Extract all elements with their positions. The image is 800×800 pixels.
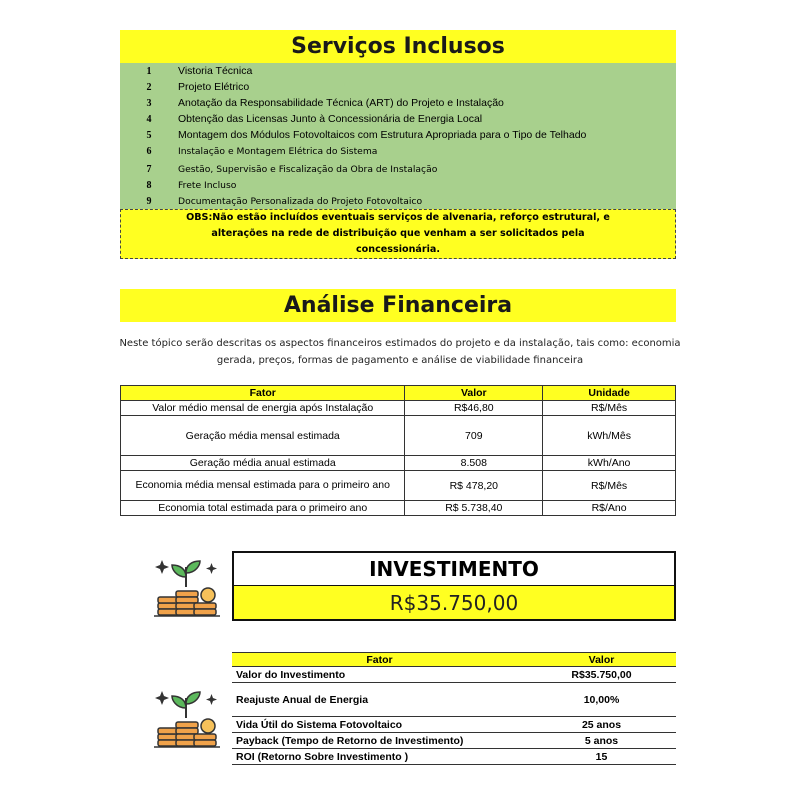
column-header-valor: Valor [527, 653, 676, 667]
item-text: Projeto Elétrico [178, 81, 250, 93]
financial-table [120, 385, 676, 516]
services-list [120, 63, 676, 209]
investment-label: INVESTIMENTO [234, 553, 674, 586]
item-number: 4 [146, 113, 152, 125]
list-item [120, 127, 676, 143]
item-text: Obtenção das Licensas Junto à Concessionária de Energia Local [178, 113, 483, 125]
column-header-valor: Valor [405, 386, 543, 401]
table-row [232, 733, 676, 749]
cell-unidade: kWh/Mês [543, 416, 676, 456]
column-header-unidade: Unidade [543, 386, 676, 401]
investment-box [232, 551, 676, 621]
table-row [232, 749, 676, 765]
money-growth-icon [150, 553, 222, 626]
cell-fator: Reajuste Anual de Energia [232, 683, 527, 717]
cell-fator: Valor do Investimento [232, 667, 527, 683]
table-row [121, 501, 676, 516]
item-number: 1 [146, 65, 152, 77]
cell-valor: 8.508 [405, 456, 543, 471]
list-item [120, 193, 676, 209]
cell-valor: R$ 478,20 [405, 471, 543, 501]
item-text: Gestão, Supervisão e Fiscalização da Obra de Instalação [178, 163, 438, 175]
table-header-row [232, 653, 676, 667]
financial-description: Neste tópico serão descritas os aspectos financeiros estimados do projeto e da instalação, tais como: economia gerada, preços, formas de pagamento e análise de viabilidade financeira [119, 338, 681, 366]
table-row [121, 471, 676, 501]
table-row [232, 667, 676, 683]
item-number: 7 [146, 163, 152, 175]
item-text: Documentação Personalizada do Projeto Fotovoltaico [178, 195, 423, 207]
table-row [121, 456, 676, 471]
item-text: Instalação e Montagem Elétrica do Sistema [178, 145, 378, 157]
list-item [120, 177, 676, 193]
list-item [120, 63, 676, 79]
cell-fator: Geração média mensal estimada [121, 416, 405, 456]
investment-value: R$35.750,00 [234, 586, 674, 619]
list-item [120, 95, 676, 111]
column-header-fator: Fator [121, 386, 405, 401]
cell-valor: 5 anos [527, 733, 676, 749]
cell-valor: 709 [405, 416, 543, 456]
investment-table [232, 652, 676, 765]
item-text: Vistoria Técnica [178, 65, 253, 77]
table-row [121, 416, 676, 456]
cell-unidade: R$/Mês [543, 471, 676, 501]
services-title: Serviços Inclusos [120, 30, 676, 63]
item-number: 8 [146, 179, 152, 191]
cell-valor: R$46,80 [405, 401, 543, 416]
list-item [120, 79, 676, 95]
services-observation: OBS:Não estão incluídos eventuais serviços de alvenaria, reforço estrutural, e alterações na rede de distribuição que venham a ser solicitados pela concessionária. [120, 209, 676, 259]
cell-valor: R$ 5.738,40 [405, 501, 543, 516]
cell-valor: 15 [527, 749, 676, 765]
cell-fator: Valor médio mensal de energia após Instalação [121, 401, 405, 416]
list-item [120, 143, 676, 159]
item-number: 3 [146, 97, 152, 109]
cell-fator: Economia média mensal estimada para o primeiro ano [121, 471, 405, 501]
item-number: 9 [146, 195, 152, 207]
item-number: 2 [146, 81, 152, 93]
cell-unidade: R$/Ano [543, 501, 676, 516]
table-header-row [121, 386, 676, 401]
cell-fator: Payback (Tempo de Retorno de Investimento) [232, 733, 527, 749]
financial-title: Análise Financeira [120, 289, 676, 322]
table-row [232, 717, 676, 733]
table-row [232, 683, 676, 717]
cell-valor: 10,00% [527, 683, 676, 717]
cell-fator: Economia total estimada para o primeiro ano [121, 501, 405, 516]
cell-valor: R$35.750,00 [527, 667, 676, 683]
item-text: Frete Incluso [178, 179, 237, 191]
cell-fator: Vida Útil do Sistema Fotovoltaico [232, 717, 527, 733]
column-header-fator: Fator [232, 653, 527, 667]
list-item [120, 111, 676, 127]
item-text: Anotação da Responsabilidade Técnica (ART) do Projeto e Instalação [178, 97, 504, 109]
cell-fator: Geração média anual estimada [121, 456, 405, 471]
table-row [121, 401, 676, 416]
cell-fator: ROI (Retorno Sobre Investimento ) [232, 749, 527, 765]
cell-unidade: kWh/Ano [543, 456, 676, 471]
cell-unidade: R$/Mês [543, 401, 676, 416]
item-text: Montagem dos Módulos Fotovoltaicos com Estrutura Apropriada para o Tipo de Telhado [178, 129, 587, 141]
money-growth-icon [150, 684, 222, 757]
cell-valor: 25 anos [527, 717, 676, 733]
list-item [120, 161, 676, 177]
item-number: 5 [146, 129, 152, 141]
item-number: 6 [146, 145, 152, 157]
